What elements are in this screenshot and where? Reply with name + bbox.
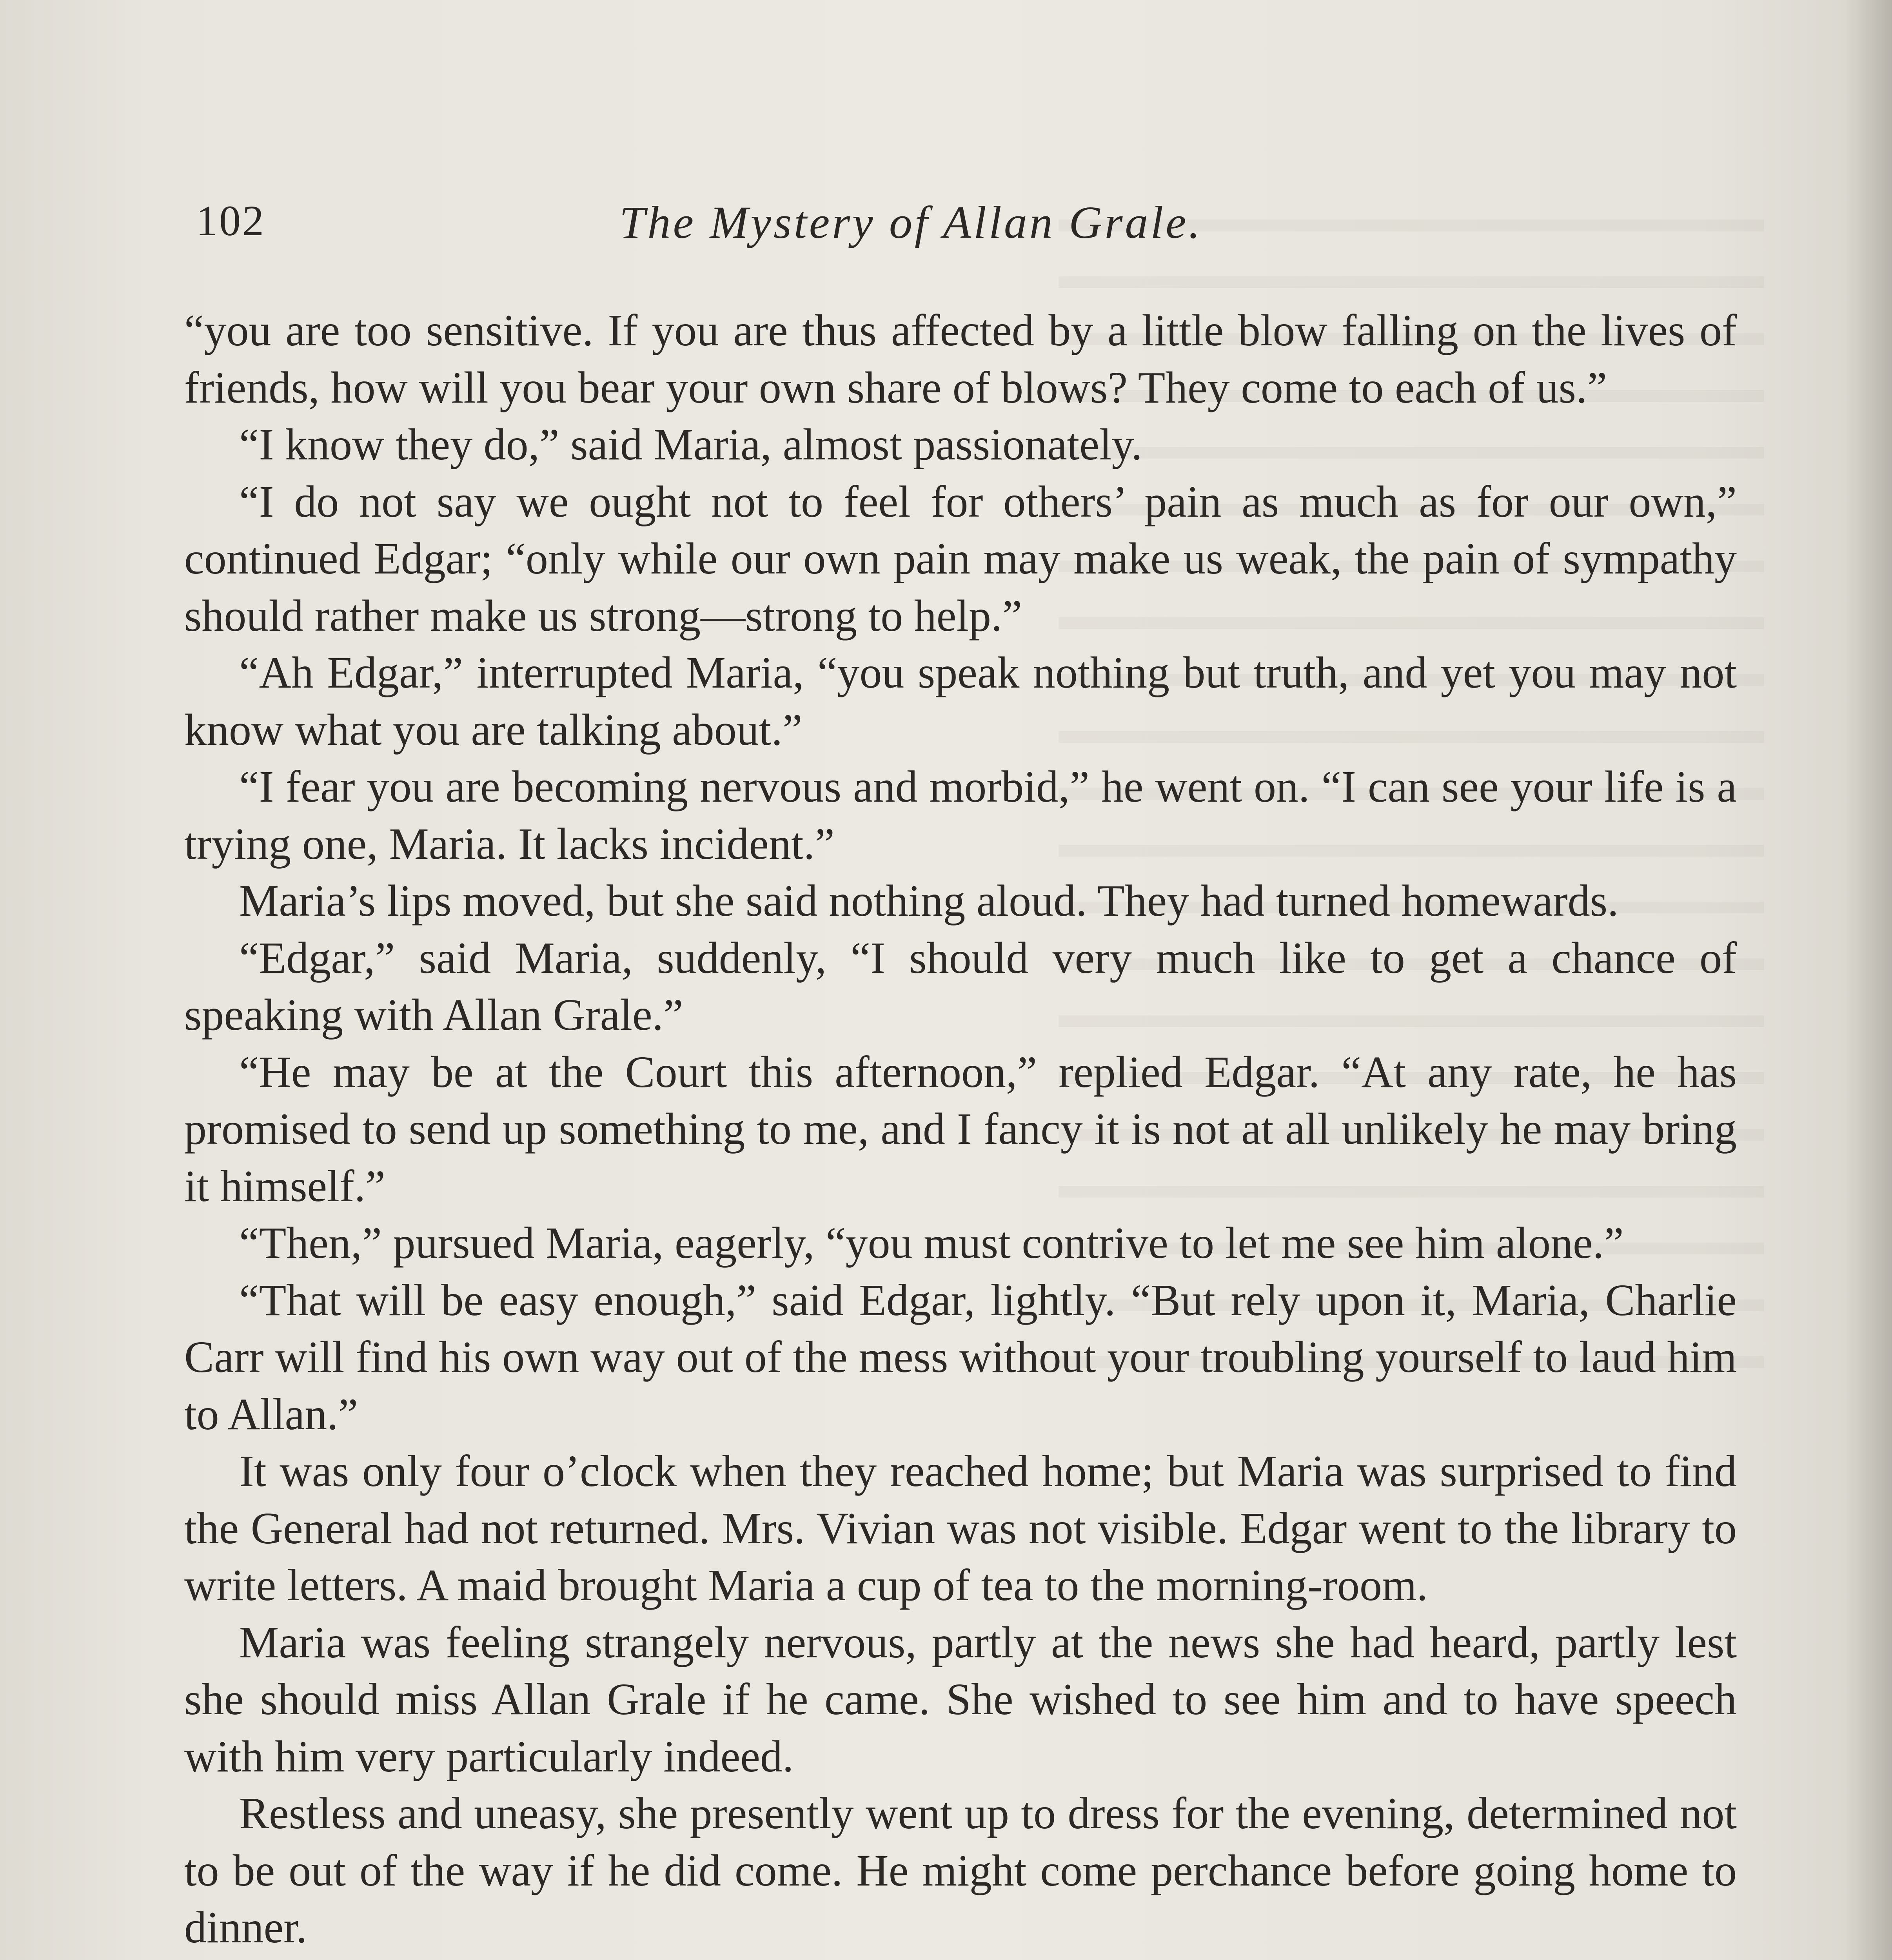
paragraph: Maria’s lips moved, but she said nothing aloud. They had turned homewards. [239, 876, 1619, 926]
paragraph: “That will be easy enough,” said Edgar, lightly. “But rely upon it, Maria, Charlie Carr will find his own way out of the mess without your troubling yourself to laud him to Allan.” [184, 1275, 1737, 1439]
paragraph: “He may be at the Court this afternoon,” replied Edgar. “At any rate, he has promised to send up something to me, and I fancy it is not at all unlikely he may bring it himself.” [184, 1047, 1737, 1211]
body-text [184, 302, 1737, 1960]
paragraph: Restless and uneasy, she presently went up to dress for the evening, determined not to be out of the way if he did come. He might come perchance before going home to dinner. [184, 1788, 1737, 1952]
paragraph: “I fear you are becoming nervous and morbid,” he went on. “I can see your life is a trying one, Maria. It lacks incident.” [184, 762, 1737, 869]
paragraph: “I do not say we ought not to feel for others’ pain as much as for our own,” continued Edgar; “only while our own pain may make us weak, the pain of sympathy should rather make us strong—strong to help.” [184, 476, 1737, 641]
page-header [196, 196, 1725, 259]
page-number: 102 [196, 197, 265, 245]
paragraph: “Ah Edgar,” interrupted Maria, “you speak nothing but truth, and yet you may not know what you are talking about.” [184, 648, 1737, 755]
page-edge-shadow [1845, 0, 1892, 1960]
paragraph: It was only four o’clock when they reached home; but Maria was surprised to find the General had not returned. Mrs. Vivian was not visible. Edgar went to the library to write letters. A maid brought Maria a cup of tea to the morning-room. [184, 1446, 1737, 1610]
paragraph: Maria was feeling strangely nervous, partly at the news she had heard, partly lest she should miss Allan Grale if he came. She wished to see him and to have speech with him very particularly indeed. [184, 1617, 1737, 1781]
running-title: The Mystery of Allan Grale. [619, 197, 1203, 248]
paragraph: “Edgar,” said Maria, suddenly, “I should very much like to get a chance of speaking with Allan Grale.” [184, 933, 1737, 1040]
paragraph: “you are too sensitive. If you are thus affected by a little blow falling on the lives of friends, how will you bear your own share of blows? They come to each of us.” [184, 305, 1737, 412]
paragraph: “I know they do,” said Maria, almost passionately. [239, 419, 1142, 469]
paragraph: “Then,” pursued Maria, eagerly, “you must contrive to let me see him alone.” [239, 1218, 1624, 1268]
paragraph [184, 1956, 1737, 1960]
